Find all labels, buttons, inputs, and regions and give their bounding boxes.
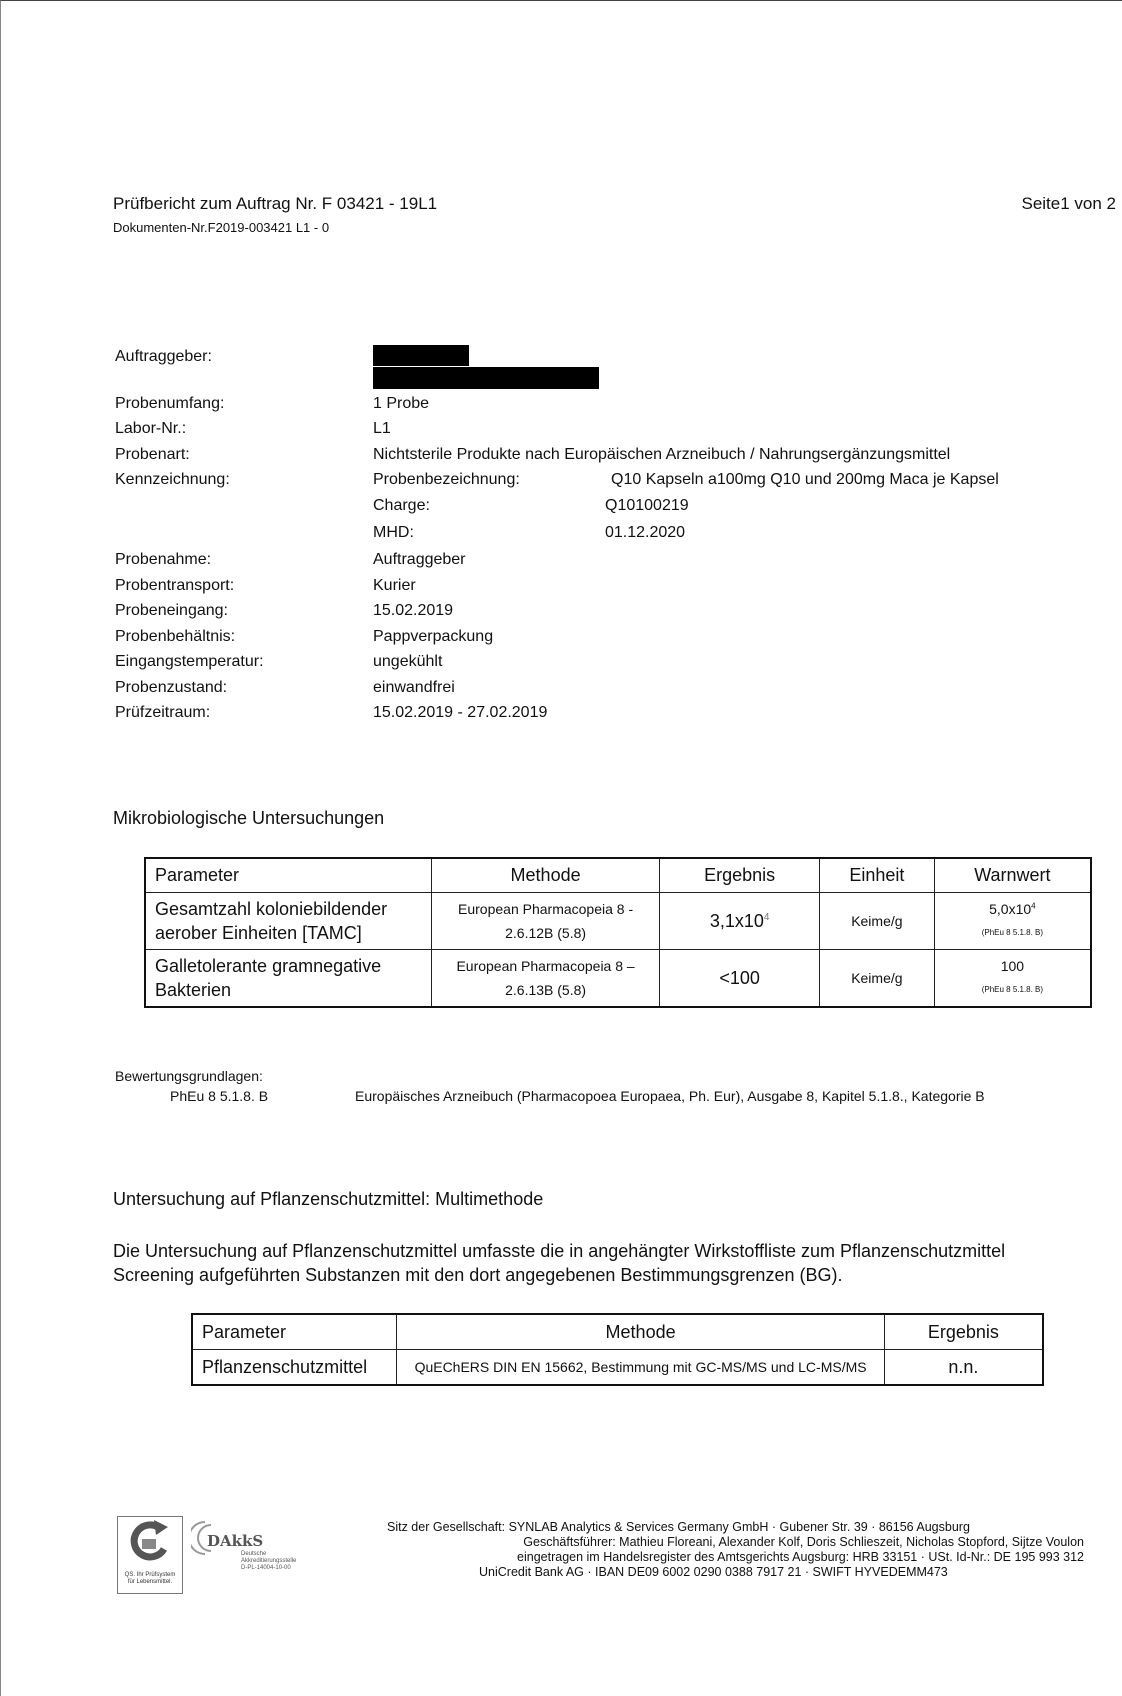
- basis-text: Europäisches Arzneibuch (Pharmacopoea Europaea, Ph. Eur), Ausgabe 8, Kapitel 5.1.8., Kategorie B: [355, 1088, 985, 1104]
- info-value: Kurier: [373, 577, 416, 594]
- method-line: European Pharmacopeia 8 –: [456, 958, 635, 974]
- parameter-line: Bakterien: [155, 980, 232, 1000]
- parameter-line: aerober Einheiten [TAMC]: [155, 923, 362, 943]
- qs-arrow-icon: [118, 1517, 182, 1567]
- dakks-logo: [191, 1516, 321, 1576]
- info-value: Q10100219: [605, 497, 689, 514]
- info-value: einwandfrei: [373, 679, 455, 696]
- info-value: Auftraggeber: [373, 551, 466, 568]
- info-value: Q10 Kapseln a100mg Q10 und 200mg Maca je Kapsel: [611, 471, 999, 488]
- document-number: Dokumenten-Nr.F2019-003421 L1 - 0: [113, 220, 330, 235]
- unit-cell: Keime/g: [819, 893, 934, 950]
- redacted-client-address: [373, 367, 599, 389]
- page-number: Seite1 von 2: [1021, 194, 1116, 213]
- result-cell: n.n.: [884, 1350, 1043, 1386]
- footer-company-info: [381, 1520, 1084, 1580]
- info-sublabel: Charge:: [373, 497, 430, 514]
- footer-line: Geschäftsführer: Mathieu Floreani, Alexander Kolf, Doris Schlieszeit, Nicholas Stopford, Sijtze Voulon: [523, 1535, 1084, 1549]
- warn-value: 100: [1000, 958, 1025, 974]
- info-label: Prüfzeitraum:: [115, 704, 211, 721]
- parameter-cell: [145, 950, 431, 1008]
- parameter-line: Gesamtzahl koloniebildender: [155, 899, 388, 919]
- parameter-cell: Pflanzenschutzmittel: [192, 1350, 397, 1386]
- footer-line: UniCredit Bank AG · IBAN DE09 6002 0290 0388 7917 21 · SWIFT HYVEDEMM473: [479, 1565, 948, 1579]
- info-value: L1: [373, 420, 391, 437]
- column-header: Methode: [397, 1314, 884, 1350]
- table-header-row: [192, 1314, 1043, 1350]
- table-row: [145, 893, 1091, 950]
- column-header: Ergebnis: [660, 858, 820, 893]
- info-value: 15.02.2019: [373, 602, 454, 619]
- parameter-line: Galletolerante gramnegative: [155, 956, 382, 976]
- warn-reference: (PhEu 8 5.1.8. B): [981, 928, 1044, 937]
- column-header: Ergebnis: [884, 1314, 1043, 1350]
- info-value: Nichtsterile Produkte nach Europäischen Arzneibuch / Nahrungsergänzungsmittel: [373, 446, 951, 463]
- report-title: Prüfbericht zum Auftrag Nr. F 03421 - 19L1: [113, 194, 438, 213]
- pesticide-paragraph-line: Screening aufgeführten Substanzen mit den dort angegebenen Bestimmungsgrenzen (BG).: [113, 1265, 843, 1285]
- qs-text: für Lebensmittel.: [127, 1579, 173, 1585]
- column-header: Methode: [431, 858, 659, 893]
- dakks-text: Deutsche: [241, 1551, 267, 1557]
- warn-cell: [934, 950, 1091, 1008]
- method-line: 2.6.13B (5.8): [505, 982, 587, 998]
- method-cell: QuEChERS DIN EN 15662, Bestimmung mit GC-MS/MS und LC-MS/MS: [397, 1350, 884, 1386]
- info-label: Probentransport:: [115, 577, 235, 594]
- warn-reference: (PhEu 8 5.1.8. B): [981, 985, 1044, 994]
- info-label: Probenahme:: [115, 551, 212, 568]
- micro-results-table: [144, 857, 1092, 1008]
- info-sublabel: MHD:: [373, 524, 414, 541]
- dakks-name: DAkkS: [207, 1532, 264, 1550]
- info-value: Pappverpackung: [373, 628, 494, 645]
- info-value: 01.12.2020: [605, 524, 686, 541]
- result-value: 3,1x10: [709, 911, 764, 931]
- warn-cell: [934, 893, 1091, 950]
- warn-exponent: 4: [1031, 901, 1036, 911]
- column-header: Warnwert: [934, 858, 1091, 893]
- info-label: Probenbehältnis:: [115, 628, 236, 645]
- result-value: <100: [719, 968, 760, 988]
- pesticide-paragraph-line: Die Untersuchung auf Pflanzenschutzmittel umfasste die in angehängter Wirkstoffliste zum Pflanzenschutzmittel: [113, 1241, 1006, 1261]
- footer-line: Sitz der Gesellschaft: SYNLAB Analytics & Services Germany GmbH · Gubener Str. 39 · 86156 Augsburg: [387, 1520, 970, 1534]
- info-label: Probenzustand:: [115, 679, 228, 696]
- basis-label: Bewertungsgrundlagen:: [115, 1068, 263, 1084]
- column-header: Parameter: [192, 1314, 397, 1350]
- method-line: 2.6.12B (5.8): [505, 925, 587, 941]
- info-value: 15.02.2019 - 27.02.2019: [373, 704, 548, 721]
- basis-code: PhEu 8 5.1.8. B: [170, 1088, 269, 1104]
- unit-cell: Keime/g: [819, 950, 934, 1008]
- table-header-row: [145, 858, 1091, 893]
- info-label: Probeneingang:: [115, 602, 228, 619]
- method-cell: [431, 893, 659, 950]
- column-header: Einheit: [819, 858, 934, 893]
- info-label: Kennzeichnung:: [115, 471, 230, 488]
- info-sublabel: Probenbezeichnung:: [373, 471, 520, 488]
- pesticide-results-table: [191, 1313, 1044, 1386]
- micro-heading: Mikrobiologische Untersuchungen: [113, 808, 385, 828]
- info-label: Probenumfang:: [115, 395, 225, 412]
- redacted-client-name: [373, 345, 469, 366]
- table-row: [192, 1350, 1043, 1386]
- info-label: Eingangstemperatur:: [115, 653, 264, 670]
- info-label: Labor-Nr.:: [115, 420, 187, 437]
- qs-text: QS. Ihr Prüfsystem: [124, 1572, 176, 1578]
- info-value: 1 Probe: [373, 395, 430, 412]
- footer-line: eingetragen im Handelsregister des Amtsgerichts Augsburg: HRB 33151 · USt. Id-Nr.: DE 195 993 312: [517, 1550, 1084, 1564]
- result-cell: [660, 950, 820, 1008]
- parameter-cell: [145, 893, 431, 950]
- result-exponent: 4: [763, 912, 770, 923]
- pesticide-heading: Untersuchung auf Pflanzenschutzmittel: Multimethode: [113, 1189, 544, 1209]
- info-label: Probenart:: [115, 446, 190, 463]
- info-value: ungekühlt: [373, 653, 443, 670]
- client-label: Auftraggeber:: [115, 348, 212, 365]
- method-line: European Pharmacopeia 8 -: [458, 901, 634, 917]
- result-cell: [660, 893, 820, 950]
- method-cell: [431, 950, 659, 1008]
- dakks-text: Akkreditierungsstelle: [241, 1558, 297, 1564]
- column-header: Parameter: [145, 858, 431, 893]
- qs-logo: [117, 1516, 183, 1594]
- dakks-text: D-PL-14004-10-00: [241, 1565, 291, 1571]
- warn-value: 5,0x10: [989, 901, 1032, 917]
- table-row: [145, 950, 1091, 1008]
